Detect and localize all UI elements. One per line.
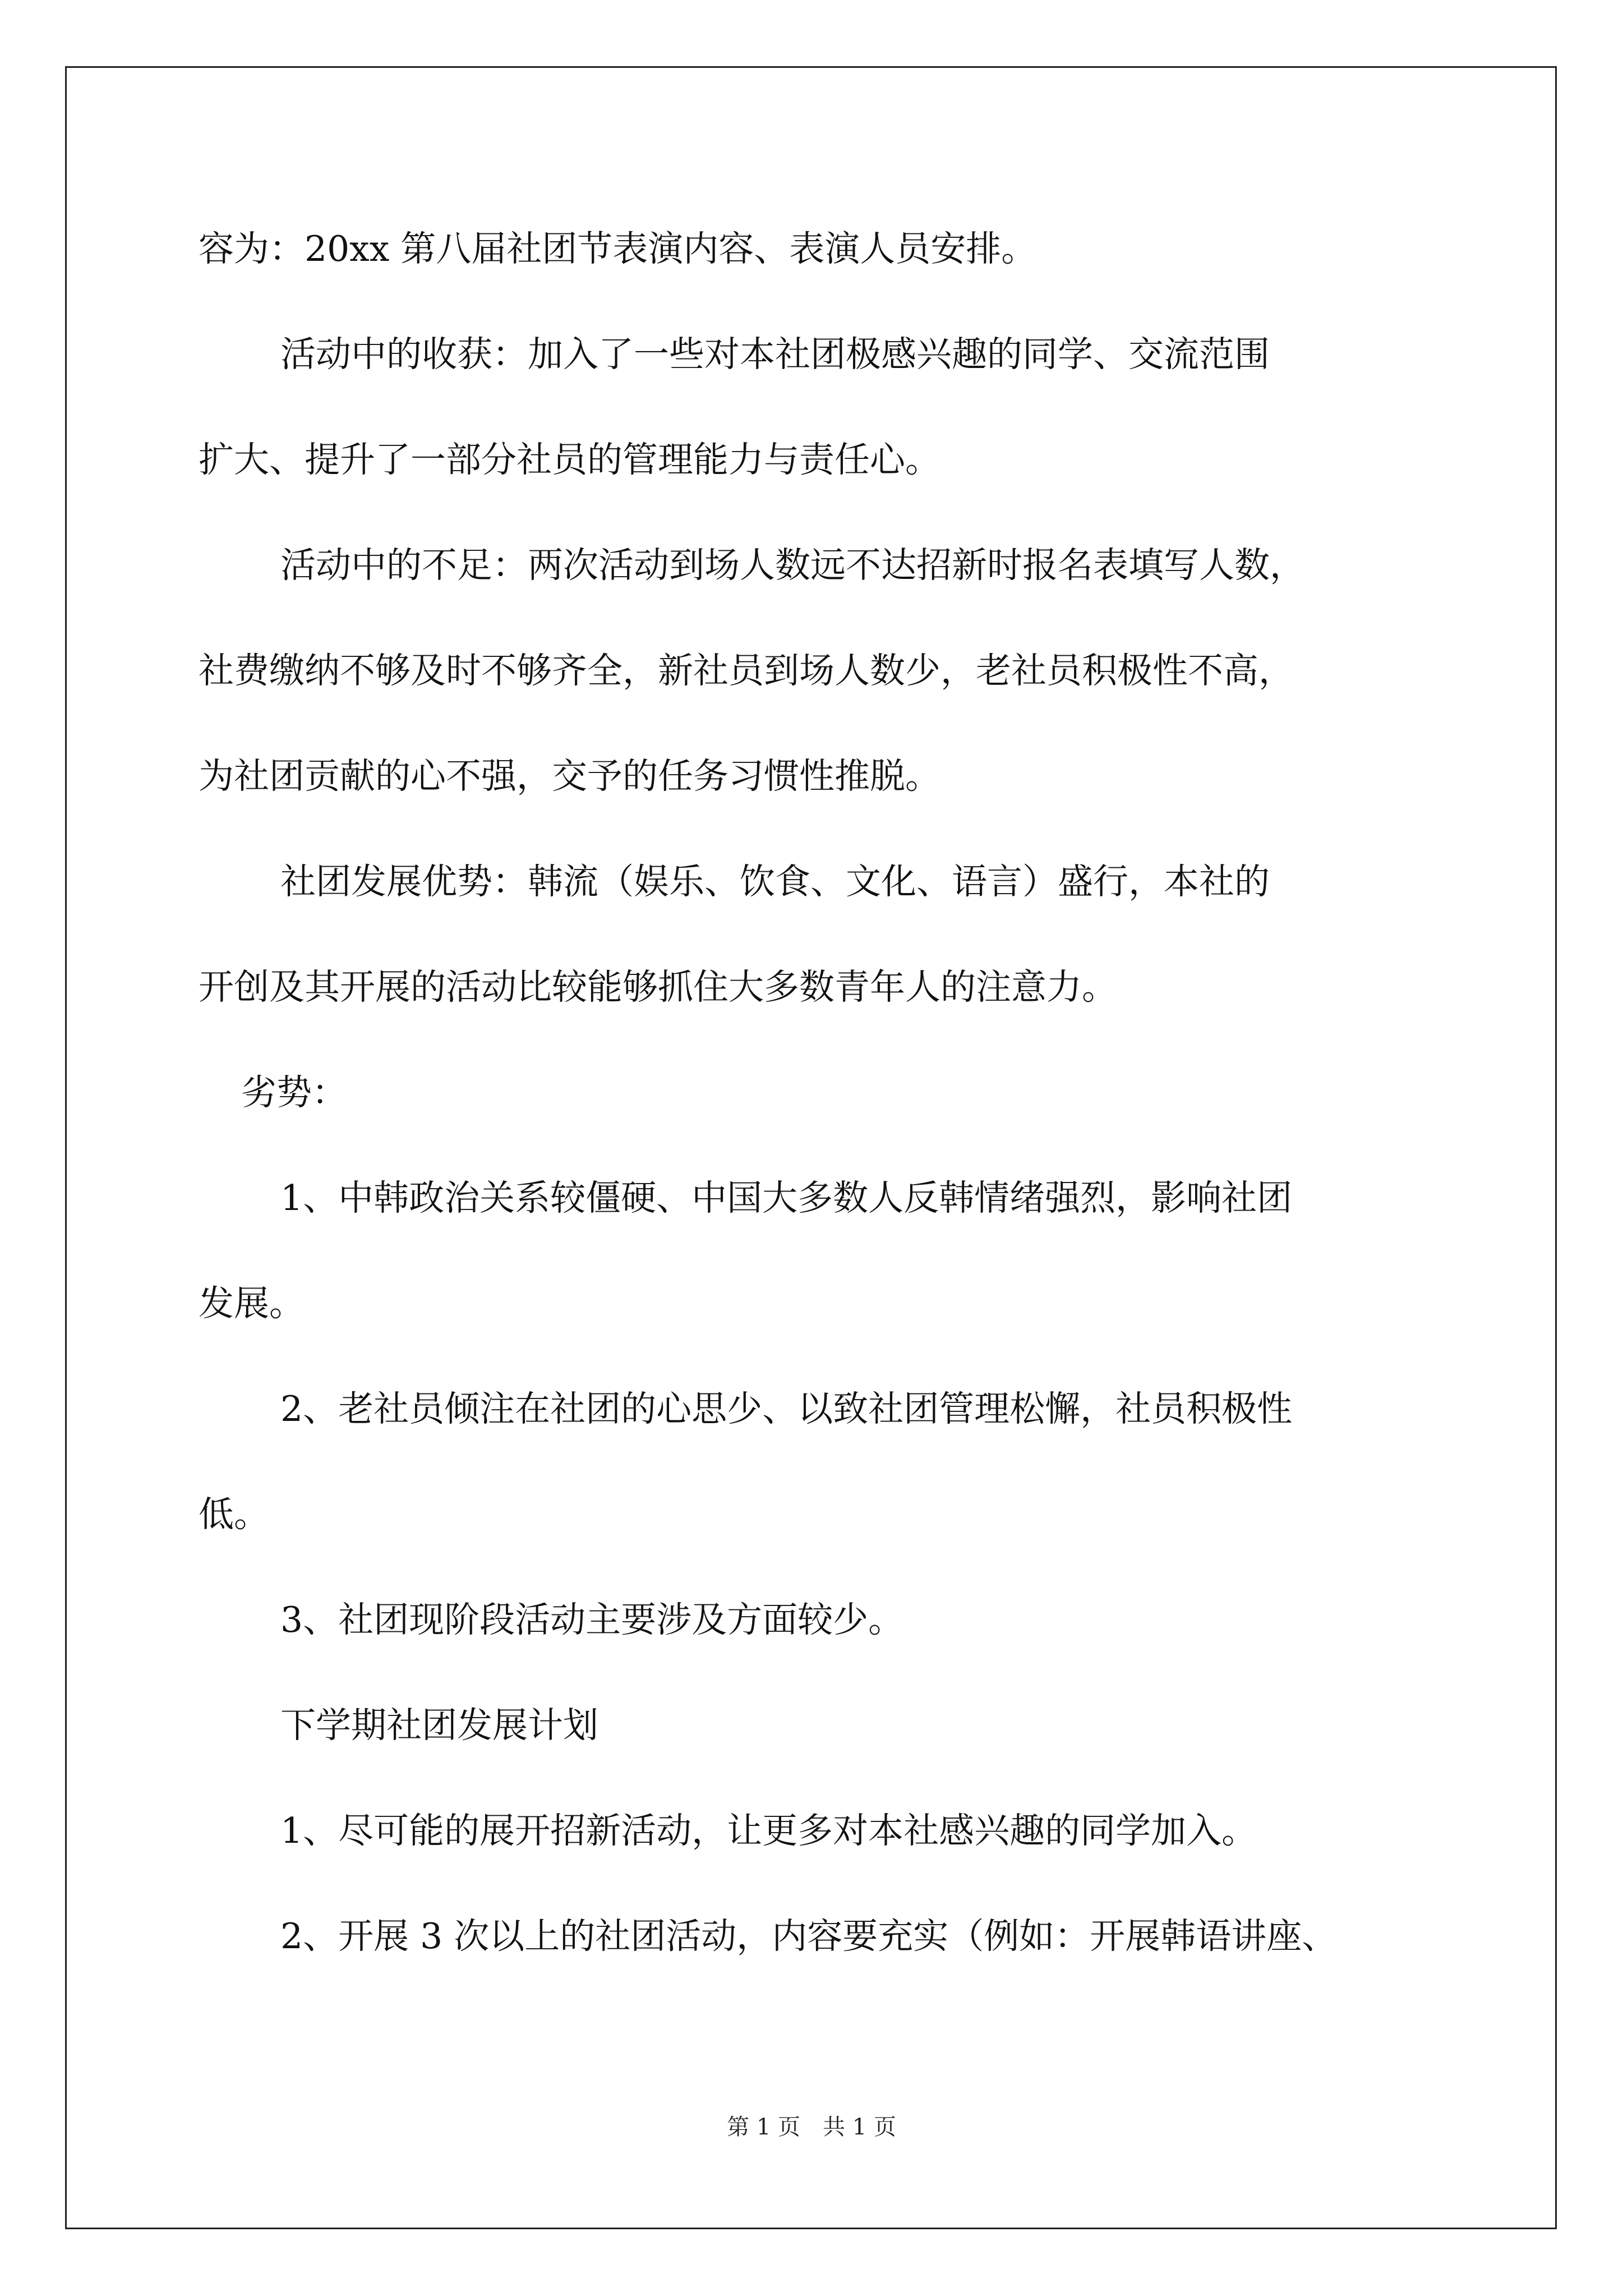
paragraph-line: 社费缴纳不够及时不够齐全，新社员到场人数少，老社员积极性不高，	[199, 650, 1294, 691]
paragraph-line: 开创及其开展的活动比较能够抓住大多数青年人的注意力。	[199, 967, 1117, 1007]
list-item: 3、社团现阶段活动主要涉及方面较少。	[280, 1599, 904, 1640]
list-item: 1、中韩政治关系较僵硬、中国大多数人反韩情绪强烈，影响社团	[280, 1177, 1293, 1218]
list-item-continuation: 低。	[199, 1494, 269, 1535]
list-item: 2、开展 3 次以上的社团活动，内容要充实（例如：开展韩语讲座、	[280, 1916, 1338, 1957]
paragraph-line: 活动中的不足：两次活动到场人数远不达招新时报名表填写人数，	[280, 545, 1305, 586]
page-footer: 第 1 页 共 1 页	[727, 2114, 896, 2140]
list-item: 2、老社员倾注在社团的心思少、以致社团管理松懈，社员积极性	[280, 1388, 1293, 1429]
paragraph-line: 活动中的收获：加入了一些对本社团极感兴趣的同学、交流范围	[280, 334, 1270, 375]
paragraph-line: 社团发展优势：韩流（娱乐、饮食、文化、语言）盛行，本社的	[280, 861, 1270, 902]
paragraph-line: 容为：20xx 第八届社团节表演内容、表演人员安排。	[199, 228, 1037, 269]
list-item-continuation: 发展。	[199, 1283, 305, 1324]
list-item: 1、尽可能的展开招新活动，让更多对本社感兴趣的同学加入。	[280, 1810, 1257, 1851]
section-heading: 劣势：	[241, 1072, 347, 1113]
section-heading: 下学期社团发展计划	[280, 1705, 598, 1746]
paragraph-line: 扩大、提升了一部分社员的管理能力与责任心。	[199, 439, 940, 480]
paragraph-line: 为社团贡献的心不强，交予的任务习惯性推脱。	[199, 756, 940, 797]
page-border	[65, 66, 1557, 2229]
